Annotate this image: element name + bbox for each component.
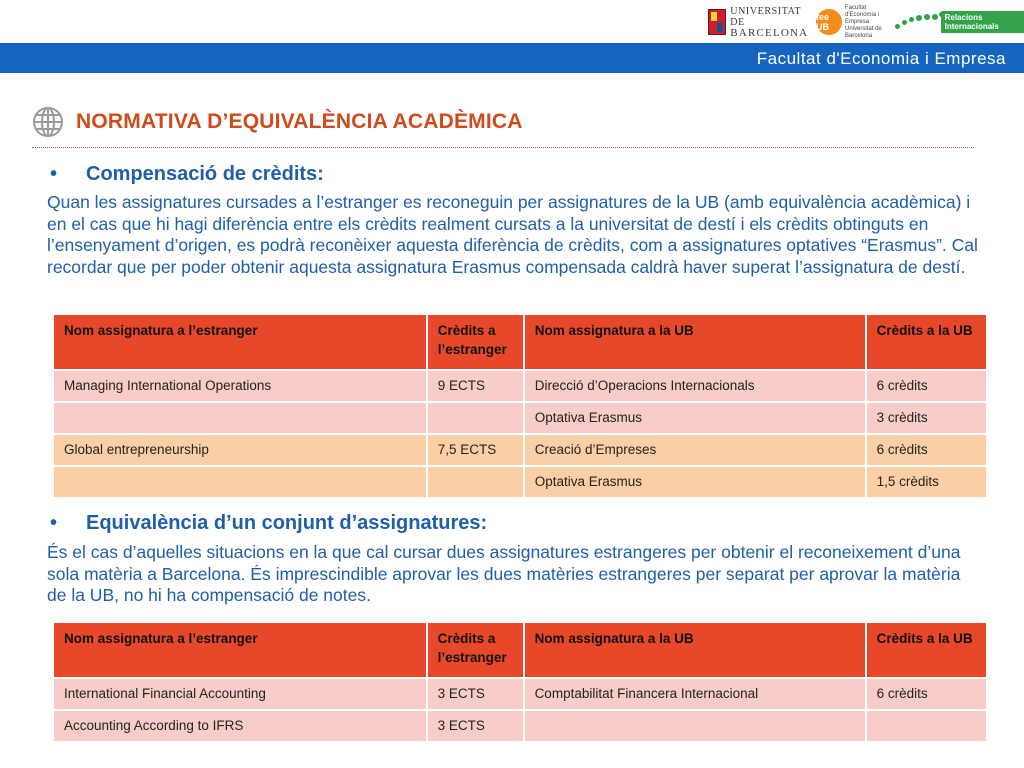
table-row — [53, 678, 987, 710]
table-cell: 6 crèdits — [866, 678, 987, 710]
section2-heading-text: Equivalència d’un conjunt d’assignatures: — [86, 512, 488, 534]
table-row — [53, 370, 987, 402]
section1-heading-text: Compensació de crèdits: — [86, 163, 324, 185]
table-header-cell: Nom assignatura a l’estranger — [53, 622, 427, 678]
table-cell: Global entrepreneurship — [53, 434, 427, 466]
ub-logo-line1: UNIVERSITAT DE — [730, 5, 801, 28]
bullet-icon: • — [50, 512, 58, 534]
table-cell — [427, 466, 524, 498]
table-cell: Managing International Operations — [53, 370, 427, 402]
table-header-cell: Crèdits a la UB — [866, 314, 987, 370]
table-header-cell: Crèdits a l’estranger — [427, 622, 524, 678]
fee-badge: fee UB — [816, 9, 842, 35]
table-cell: Optativa Erasmus — [524, 402, 866, 434]
table-header-cell: Crèdits a la UB — [866, 622, 987, 678]
page-title: NORMATIVA D’EQUIVALÈNCIA ACADÈMICA — [76, 110, 523, 133]
table-cell: 7,5 ECTS — [427, 434, 524, 466]
table-cell: 1,5 crèdits — [866, 466, 987, 498]
table-row — [53, 466, 987, 498]
table-cell: Accounting According to IFRS — [53, 710, 427, 742]
table-header-row — [53, 314, 987, 370]
table-cell: 9 ECTS — [427, 370, 524, 402]
table-header-cell: Nom assignatura a la UB — [524, 622, 866, 678]
table-row — [53, 434, 987, 466]
section2-paragraph: És el cas d’aquelles situacions en la que cal cursar dues assignatures estrangeres per obtenir el reconeixement d’una sola matèria a Barcelona. És imprescindible aprovar les dues matèries estrangeres per separat per aprovar la matèria de la UB, no hi ha compensació de notes. — [47, 542, 961, 605]
dots-logo-icon — [893, 10, 935, 34]
table-cell — [53, 402, 427, 434]
table-cell: 3 crèdits — [866, 402, 987, 434]
ub-logo-line2: BARCELONA — [730, 26, 809, 39]
table-cell — [866, 710, 987, 742]
table-cell: Optativa Erasmus — [524, 466, 866, 498]
table-cell — [427, 402, 524, 434]
table-course-set-equivalence — [52, 621, 988, 743]
table-cell: 6 crèdits — [866, 370, 987, 402]
table-cell — [53, 466, 427, 498]
relacions-internacionals-badge[interactable]: Relacions Internacionals — [941, 11, 1024, 33]
section2-heading — [50, 512, 487, 535]
section1-paragraph: Quan les assignatures cursades a l’estranger es reconeguin per assignatures de la UB (amb equivalència acadèmica) i en el cas que hi hagi diferència entre els crèdits realment cursats a la universitat de destí i els crèdits obtinguts en l’ensenyament d’origen, es podrà reconèixer aquesta diferència de crèdits, com a assignatures optatives “Erasmus”. Cal recordar que per poder obtenir aquesta assignatura Erasmus compensada caldrà haver superat l’assignatura de destí. — [47, 192, 978, 277]
globe-icon — [32, 106, 64, 138]
table-header-cell: Crèdits a l’estranger — [427, 314, 524, 370]
banner-title: Facultat d'Economia i Empresa — [756, 49, 1006, 68]
table-cell: Comptabilitat Financera Internacional — [524, 678, 866, 710]
title-divider — [32, 147, 974, 148]
table-cell: Direcció d’Operacions Internacionals — [524, 370, 866, 402]
table-row — [53, 710, 987, 742]
header-logos — [708, 6, 1024, 38]
ub-shield-icon — [708, 9, 726, 35]
table-header-row — [53, 622, 987, 678]
bullet-icon: • — [50, 163, 58, 185]
section1-heading — [50, 163, 324, 186]
table-header-cell: Nom assignatura a l’estranger — [53, 314, 427, 370]
table-cell — [524, 710, 866, 742]
table-cell: International Financial Accounting — [53, 678, 427, 710]
fee-text: Facultat d'Economia i Empresa Universitat de Barcelona — [845, 4, 882, 39]
table-cell: 3 ECTS — [427, 678, 524, 710]
header-banner — [0, 43, 1024, 73]
fee-logo[interactable] — [816, 5, 887, 40]
table-header-cell: Nom assignatura a la UB — [524, 314, 866, 370]
table-cell: 3 ECTS — [427, 710, 524, 742]
table-cell: Creació d’Empreses — [524, 434, 866, 466]
table-cell: 6 crèdits — [866, 434, 987, 466]
table-credit-compensation — [52, 313, 988, 499]
ub-logo[interactable] — [708, 6, 810, 39]
table-row — [53, 402, 987, 434]
